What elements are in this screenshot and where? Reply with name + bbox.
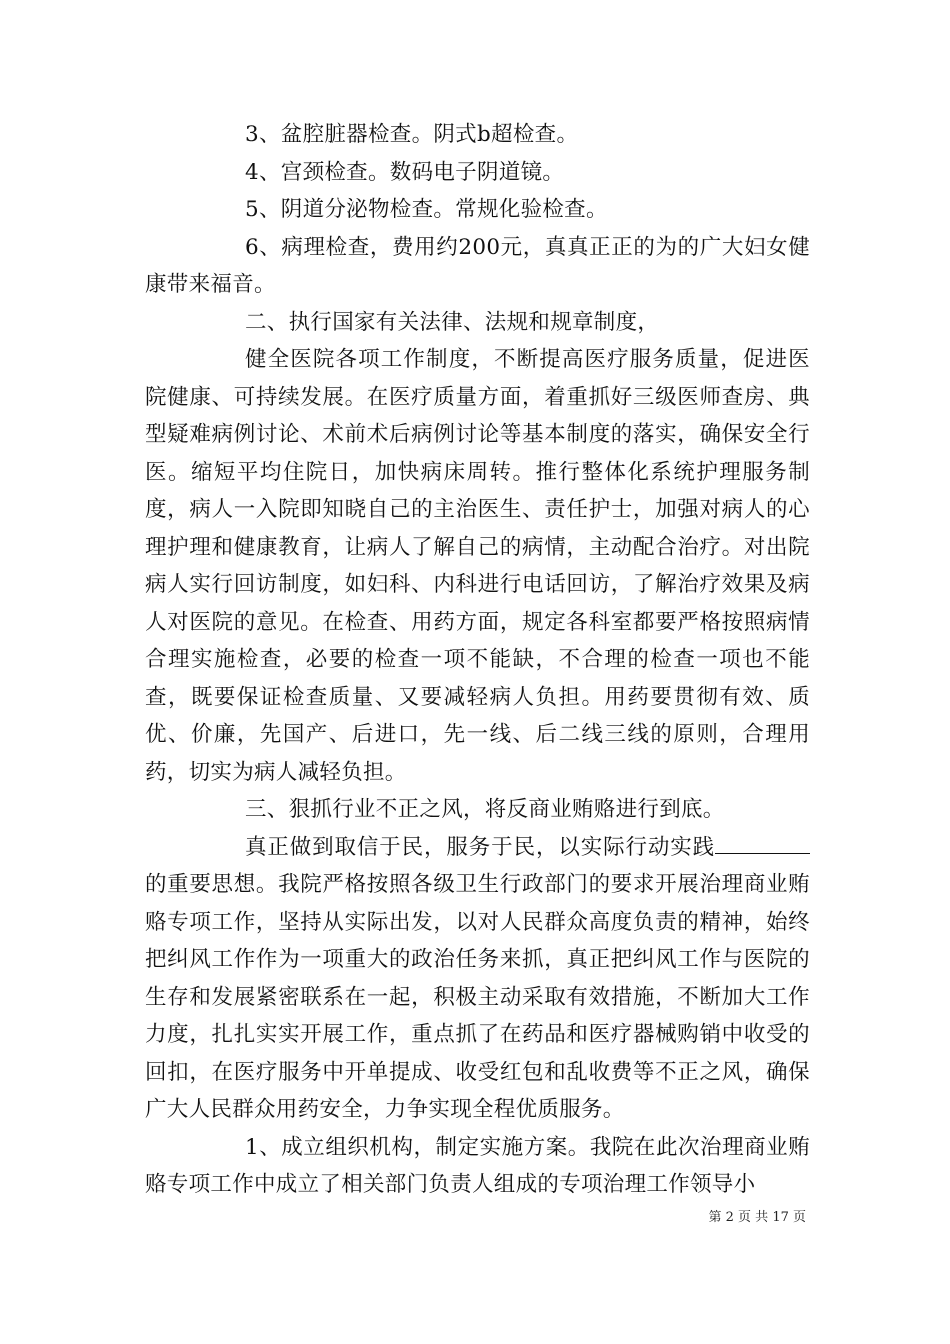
page-number: 第 2 页 共 17 页 bbox=[708, 1210, 806, 1225]
body-text bbox=[145, 116, 810, 1204]
paragraph-anti-bribery bbox=[145, 829, 810, 1129]
section-heading-3: 三、狠抓行业不正之风，将反商业贿赂进行到底。 bbox=[245, 797, 725, 822]
paragraph-item-4: 4、宫颈检查。数码电子阴道镜。 bbox=[245, 159, 565, 185]
paragraph-anti-bribery-start: 真正做到取信于民，服务于民，以实际行动实践 bbox=[245, 834, 715, 860]
paragraph-anti-bribery-end: 的重要思想。我院严格按照各级卫生行政部门的要求开展治理商业贿赂专项工作，坚持从实际出发，以对人民群众高度负责的精神，始终把纠风工作作为一项重大的政治任务来抓，真正把纠风工作与医院的生存和发展紧密联系在一起，积极主动采取有效措施，不断加大工作力度，扎扎实实开展工作，重点抓了在药品和医疗器械购销中收受的回扣，在医疗服务中开单提成、收受红包和乱收费等不正之风，确保广大人民群众用药安全，力争实现全程优质服务。 bbox=[145, 872, 810, 1122]
blank-underline bbox=[715, 835, 810, 854]
paragraph-item-6: 6、病理检查，费用约200元，真真正正的为的广大妇女健康带来福音。 bbox=[145, 234, 810, 297]
paragraph-item-5: 5、阴道分泌物检查。常规化验检查。 bbox=[245, 197, 608, 222]
paragraph-item-3: 3、盆腔脏器检查。阴式b超检查。 bbox=[245, 122, 579, 147]
paragraph-medical-quality: 健全医院各项工作制度，不断提高医疗服务质量，促进医院健康、可持续发展。在医疗质量方面，着重抓好三级医师查房、典型疑难病例讨论、术前术后病例讨论等基本制度的落实，确保安全行医。缩短平均住院日，加快病床周转。推行整体化系统护理服务制度，病人一入院即知晓自己的主治医生、责任护士，加强对病人的心理护理和健康教育，让病人了解自己的病情，主动配合治疗。对出院病人实行回访制度，如妇科、内科进行电话回访，了解治疗效果及病人对医院的意见。在检查、用药方面，规定各科室都要严格按照病情合理实施检查，必要的检查一项不能缺，不合理的检查一项也不能查，既要保证检查质量、又要减轻病人负担。用药要贯彻有效、质优、价廉，先国产、后进口，先一线、后二线三线的原则，合理用药，切实为病人减轻负担。 bbox=[145, 347, 810, 785]
section-heading-2: 二、执行国家有关法律、法规和规章制度， bbox=[245, 309, 660, 335]
paragraph-organization: 1、成立组织机构，制定实施方案。我院在此次治理商业贿赂专项工作中成立了相关部门负责人组成的专项治理工作领导小 bbox=[145, 1134, 810, 1197]
